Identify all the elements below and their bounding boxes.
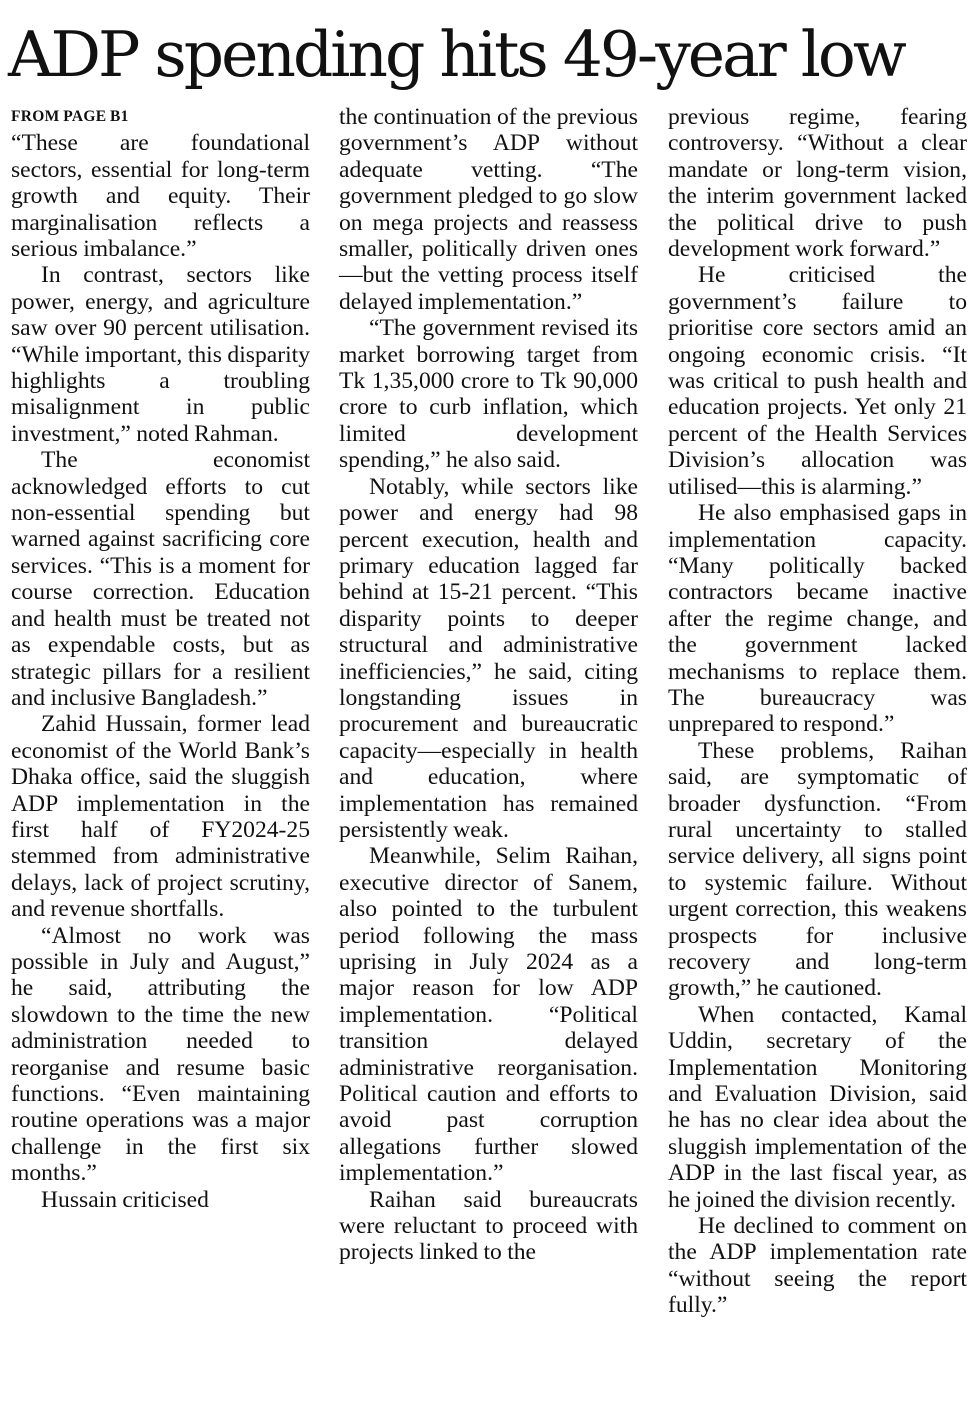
paragraph: “The government revised its market borrowing target from Tk 1,35,000 crore to Tk 90,000 crore to curb inflation, which limited development spending,” he also said. (339, 315, 638, 474)
article-column-2 (339, 104, 638, 1266)
kicker: FROM PAGE B1 (11, 108, 129, 125)
paragraph: He criticised the government’s failure to prioritise core sectors amid an ongoing economic crisis. “It was critical to push health and education projects. Yet only 21 percent of the Health Services Division’s allocation was utilised—this is alarming.” (668, 262, 967, 500)
paragraph: He declined to comment on the ADP implementation rate “without seeing the report fully.” (668, 1213, 967, 1319)
paragraph: Zahid Hussain, former lead economist of the World Bank’s Dhaka office, said the sluggish ADP implementation in the first half of FY2024-25 stemmed from administrative delays, lack of project scrutiny, and revenue shortfalls. (11, 711, 310, 923)
paragraph: Raihan said bureaucrats were reluctant to proceed with projects linked to the (339, 1186, 638, 1266)
paragraph: the continuation of the previous government’s ADP without adequate vetting. “The government pledged to go slow on mega projects and reassess smaller, politically driven ones—but the vetting process itself delayed implementation.” (339, 104, 638, 315)
paragraph: In contrast, sectors like power, energy, and agriculture saw over 90 percent utilisation. “While important, this disparity highlights a troubling misalignment in public investment,” noted Rahman. (11, 262, 310, 447)
paragraph: Notably, while sectors like power and energy had 98 percent execution, health and primary education lagged far behind at 15-21 percent. “This disparity points to deeper structural and administrative inefficiencies,” he said, citing longstanding issues in procurement and bureaucratic capacity—especially in health and education, where implementation has remained persistently weak. (339, 473, 638, 843)
paragraph: These problems, Raihan said, are symptomatic of broader dysfunction. “From rural uncertainty to stalled service delivery, all signs point to systemic failure. Without urgent correction, this weakens prospects for inclusive recovery and long-term growth,” he cautioned. (668, 737, 967, 1002)
article-column-1 (11, 104, 310, 1213)
paragraph: previous regime, fearing controversy. “Without a clear mandate or long-term vision, the interim government lacked the political drive to push development work forward.” (668, 104, 967, 263)
paragraph: Meanwhile, Selim Raihan, executive director of Sanem, also pointed to the turbulent period following the mass uprising in July 2024 as a major reason for low ADP implementation. “Political transition delayed administrative reorganisation. Political caution and efforts to avoid past corruption allegations further slowed implementation.” (339, 843, 638, 1187)
paragraph: He also emphasised gaps in implementation capacity. “Many politically backed contractors became inactive after the regime change, and the government lacked mechanisms to replace them. The bureaucracy was unprepared to respond.” (668, 500, 967, 738)
paragraph: Hussain criticised (41, 1186, 209, 1213)
headline: ADP spending hits 49-year low (8, 18, 904, 91)
paragraph: “These are foundational sectors, essential for long-term growth and equity. Their marginalisation reflects a serious imbalance.” (11, 130, 310, 263)
paragraph: “Almost no work was possible in July and August,” he said, attributing the slowdown to the time the new administration needed to reorganise and resume basic functions. “Even maintaining routine operations was a major challenge in the first six months.” (11, 922, 310, 1187)
paragraph: When contacted, Kamal Uddin, secretary of the Implementation Monitoring and Evaluation Division, said he has no clear idea about the sluggish implementation of the ADP in the last fiscal year, as he joined the division recently. (668, 1001, 967, 1213)
paragraph: The economist acknowledged efforts to cut non-essential spending but warned against sacrificing core services. “This is a moment for course correction. Education and health must be treated not as expendable costs, but as strategic pillars for a resilient and inclusive Bangladesh.” (11, 447, 310, 711)
article-column-3 (668, 104, 967, 1319)
